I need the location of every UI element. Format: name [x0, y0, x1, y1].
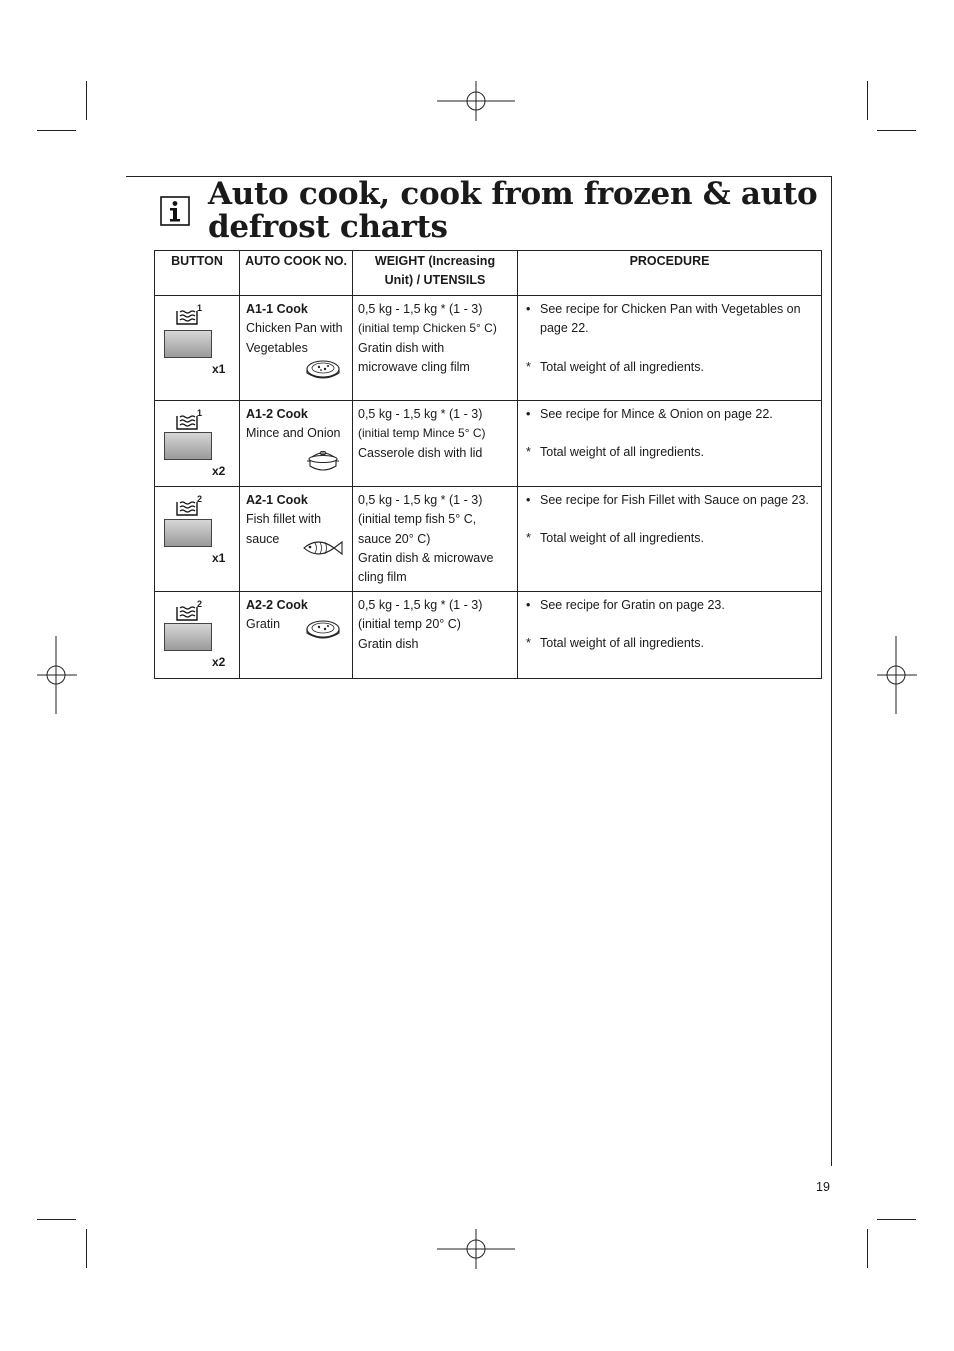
auto-cook-cell: [240, 592, 353, 679]
crop-mark: [86, 81, 87, 120]
column-header-procedure: PROCEDURE: [518, 251, 822, 296]
cook-description: Gratin: [246, 617, 281, 632]
cook-program: A2-1 Cook: [246, 493, 308, 507]
auto-cook-cell: [240, 401, 353, 487]
asterisk-icon: *: [526, 359, 531, 374]
procedure-text: page 22.: [540, 321, 589, 336]
procedure-cell: [518, 487, 822, 592]
procedure-text: Total weight of all ingredients.: [540, 445, 704, 460]
weight-line: (initial temp fish 5° C,: [358, 512, 477, 527]
column-header-weight: WEIGHT (Increasing Unit) / UTENSILS: [353, 251, 518, 296]
press-count: x2: [212, 655, 226, 669]
auto-cook-cell: [240, 487, 353, 592]
auto-cook-button[interactable]: [164, 623, 212, 651]
weight-cell: [353, 296, 518, 401]
bullet-icon: •: [526, 598, 531, 612]
weight-line: 0,5 kg - 1,5 kg * (1 - 3): [358, 407, 483, 421]
cook-description: Mince and Onion: [246, 426, 341, 441]
weight-line: cling film: [358, 570, 407, 585]
procedure-text: Total weight of all ingredients.: [540, 359, 704, 374]
weight-line: Gratin dish & microwave: [358, 550, 494, 565]
registration-mark-icon: [437, 81, 515, 121]
weight-line: (initial temp 20° C): [358, 617, 461, 632]
weight-cell: [353, 487, 518, 592]
procedure-note: [523, 529, 817, 548]
crop-mark: [867, 1229, 868, 1268]
procedure-note: [523, 358, 817, 377]
procedure-text: See recipe for Chicken Pan with Vegetables on: [540, 302, 801, 316]
cook-description: Fish fillet with: [246, 512, 322, 527]
crop-mark: [877, 130, 916, 131]
bullet-icon: •: [526, 407, 531, 421]
cook-description: sauce: [246, 531, 280, 546]
casserole-dish-icon: [306, 448, 340, 474]
procedure-bullet: [523, 491, 817, 510]
weight-line: (initial temp Mince 5° C): [358, 426, 486, 441]
table-row: [155, 401, 822, 487]
gratin-dish-icon: [305, 358, 341, 384]
asterisk-icon: *: [526, 445, 531, 460]
page-title: [208, 178, 817, 244]
auto-cook-cell: [240, 296, 353, 401]
fish-icon: [300, 535, 344, 561]
button-cell: [155, 401, 240, 487]
asterisk-icon: *: [526, 531, 531, 546]
weight-line: 0,5 kg - 1,5 kg * (1 - 3): [358, 598, 483, 612]
cook-description: Chicken Pan with: [246, 321, 343, 336]
asterisk-icon: *: [526, 636, 531, 651]
gratin-dish-icon: [305, 618, 341, 644]
registration-mark-icon: [437, 1229, 515, 1269]
cook-program: A1-2 Cook: [246, 407, 308, 421]
auto-cook-button[interactable]: [164, 330, 212, 358]
procedure-cell: [518, 401, 822, 487]
button-cell: [155, 592, 240, 679]
button-cell: [155, 487, 240, 592]
weight-line: 0,5 kg - 1,5 kg * (1 - 3): [358, 302, 483, 316]
table-header-row: [155, 251, 822, 296]
crop-mark: [86, 1229, 87, 1268]
bullet-icon: •: [526, 493, 531, 507]
button-number: 1: [197, 408, 203, 418]
auto-cook-button[interactable]: [164, 432, 212, 460]
page-title-line: defrost charts: [208, 209, 448, 245]
bullet-icon: •: [526, 302, 531, 316]
weight-line: sauce 20° C): [358, 531, 431, 546]
page-title-line: Auto cook, cook from frozen & auto: [208, 176, 818, 212]
cook-program: A1-1 Cook: [246, 302, 308, 316]
registration-mark-icon: [877, 636, 917, 714]
cook-description: Vegetables: [246, 340, 308, 355]
page-number: 19: [816, 1180, 830, 1194]
button-number: 2: [197, 599, 203, 609]
procedure-text: See recipe for Gratin on page 23.: [540, 598, 725, 612]
info-icon: [160, 196, 190, 226]
procedure-cell: [518, 592, 822, 679]
procedure-cell: [518, 296, 822, 401]
weight-line: 0,5 kg - 1,5 kg * (1 - 3): [358, 493, 483, 507]
weight-line: (initial temp Chicken 5° C): [358, 321, 497, 336]
procedure-bullet: [523, 300, 817, 339]
button-number: 1: [197, 303, 203, 313]
press-count: x1: [212, 362, 226, 376]
press-count: x2: [212, 464, 226, 478]
procedure-text: See recipe for Mince & Onion on page 22.: [540, 407, 773, 421]
crop-mark: [37, 130, 76, 131]
weight-line: Gratin dish: [358, 636, 419, 651]
weight-line: Casserole dish with lid: [358, 445, 483, 460]
procedure-text: Total weight of all ingredients.: [540, 531, 704, 546]
table-row: [155, 592, 822, 679]
crop-mark: [877, 1219, 916, 1220]
column-header-button: BUTTON: [155, 251, 240, 296]
procedure-text: See recipe for Fish Fillet with Sauce on page 23.: [540, 493, 809, 507]
registration-mark-icon: [37, 636, 77, 714]
frame-right-rule: [831, 176, 832, 1166]
button-cell: [155, 296, 240, 401]
cook-program: A2-2 Cook: [246, 598, 308, 612]
weight-cell: [353, 592, 518, 679]
press-count: x1: [212, 551, 226, 565]
procedure-text: Total weight of all ingredients.: [540, 636, 704, 651]
column-header-auto-cook-no: AUTO COOK NO.: [240, 251, 353, 296]
button-number: 2: [197, 494, 203, 504]
crop-mark: [867, 81, 868, 120]
table-row: [155, 487, 822, 592]
procedure-bullet: [523, 405, 817, 424]
crop-mark: [37, 1219, 76, 1220]
auto-cook-button[interactable]: [164, 519, 212, 547]
procedure-note: [523, 443, 817, 462]
weight-line: microwave cling film: [358, 359, 470, 374]
procedure-note: [523, 634, 817, 653]
weight-line: Gratin dish with: [358, 340, 445, 355]
weight-cell: [353, 401, 518, 487]
auto-cook-table: [154, 250, 822, 679]
table-row: [155, 296, 822, 401]
procedure-bullet: [523, 596, 817, 615]
